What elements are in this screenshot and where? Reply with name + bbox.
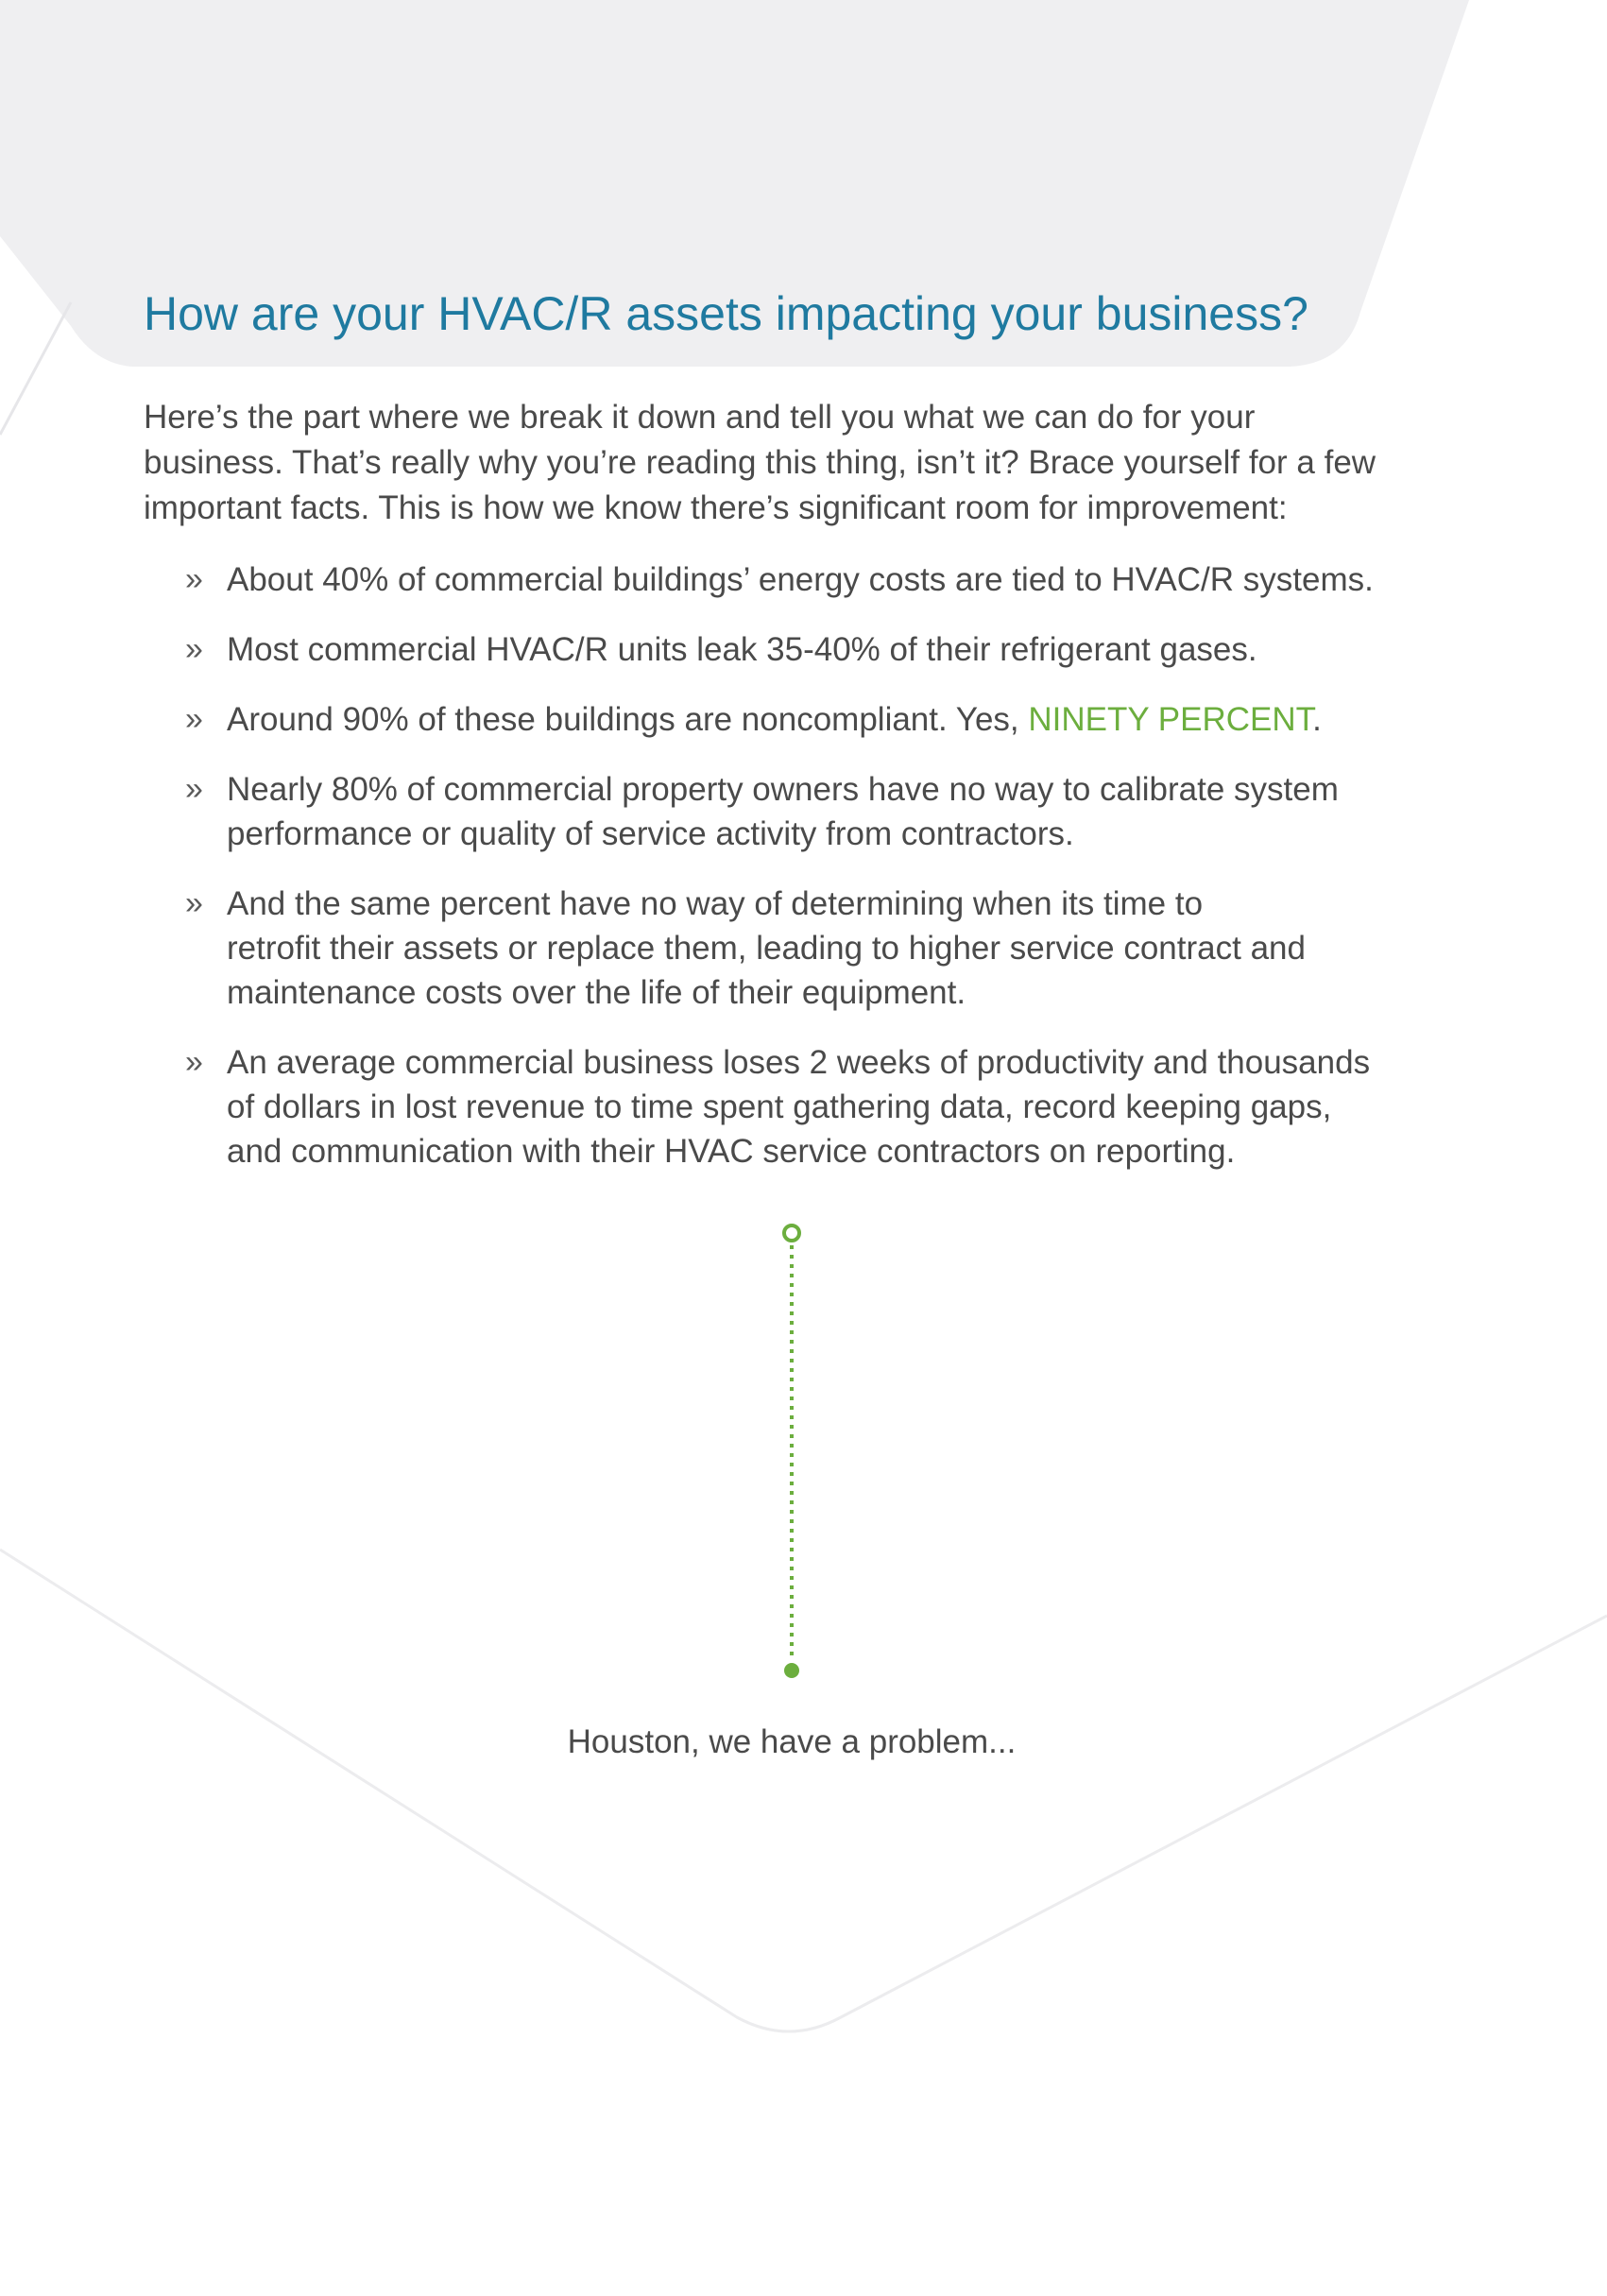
list-item-line bbox=[227, 697, 1493, 742]
list-item-line: Most commercial HVAC/R units leak 35-40% of their refrigerant gases. bbox=[227, 631, 1257, 668]
list-item-text bbox=[227, 627, 1493, 672]
list-item-text bbox=[227, 767, 1493, 856]
chevron-right-icon: » bbox=[185, 561, 203, 597]
dotted-connector-line bbox=[773, 1219, 811, 1682]
connector-end-dot-icon bbox=[784, 1663, 799, 1678]
list-item-text bbox=[227, 882, 1493, 1015]
list-item-line: performance or quality of service activity from contractors. bbox=[227, 815, 1074, 852]
list-item-line: maintenance costs over the life of their equipment. bbox=[227, 974, 966, 1011]
page-title: How are your HVAC/R assets impacting your business? bbox=[144, 287, 1308, 340]
list-item-line: and communication with their HVAC service contractors on reporting. bbox=[227, 1133, 1236, 1170]
list-item-line: Nearly 80% of commercial property owners have no way to calibrate system bbox=[227, 771, 1339, 808]
closing-caption: Houston, we have a problem... bbox=[567, 1723, 1017, 1760]
chevron-right-icon: » bbox=[185, 631, 203, 667]
list-item-text-before: Around 90% of these buildings are noncompliant. Yes, bbox=[227, 701, 1029, 738]
list-item-line: retrofit their assets or replace them, leading to higher service contract and bbox=[227, 930, 1306, 967]
list-item-text bbox=[227, 557, 1493, 602]
intro-paragraph bbox=[144, 395, 1466, 531]
emphasis-text: NINETY PERCENT bbox=[1028, 701, 1313, 738]
list-item-line: An average commercial business loses 2 weeks of productivity and thousands bbox=[227, 1044, 1371, 1081]
intro-line: important facts. This is how we know there’s significant room for improvement: bbox=[144, 489, 1288, 526]
chevron-right-icon: » bbox=[185, 885, 203, 921]
intro-line: business. That’s really why you’re reading this thing, isn’t it? Brace yourself for a few bbox=[144, 444, 1376, 481]
chevron-right-icon: » bbox=[185, 771, 203, 807]
list-item-text-after: . bbox=[1312, 701, 1322, 738]
list-item-text bbox=[227, 697, 1493, 742]
list-item-line: About 40% of commercial buildings’ energy costs are tied to HVAC/R systems. bbox=[227, 561, 1374, 598]
list-item-line: of dollars in lost revenue to time spent gathering data, record keeping gaps, bbox=[227, 1088, 1332, 1125]
list-item-text bbox=[227, 1040, 1493, 1174]
chevron-right-icon: » bbox=[185, 1044, 203, 1080]
intro-line: Here’s the part where we break it down and tell you what we can do for your bbox=[144, 399, 1256, 436]
chevron-right-icon: » bbox=[185, 701, 203, 737]
connector-start-circle-icon bbox=[784, 1225, 799, 1241]
list-item-line: And the same percent have no way of determining when its time to bbox=[227, 885, 1204, 922]
